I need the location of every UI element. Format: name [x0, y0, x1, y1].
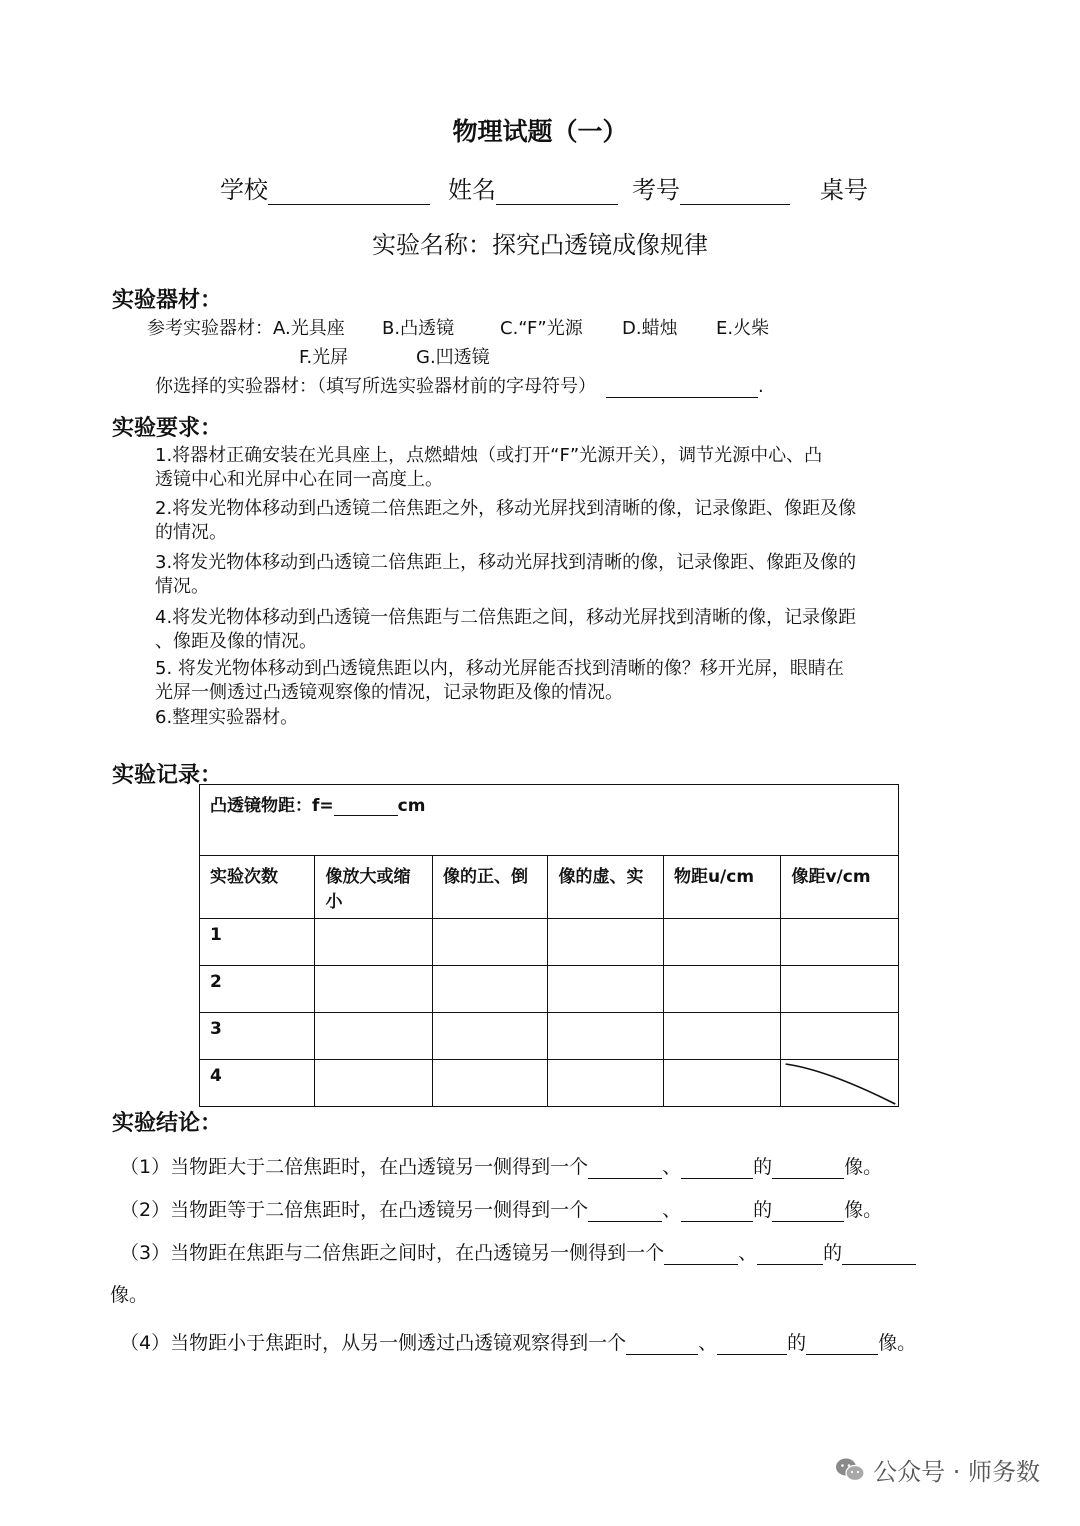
table-cell[interactable]: [548, 966, 663, 1013]
row-number: 2: [200, 966, 315, 1013]
column-header: 像的正、倒: [432, 856, 547, 919]
connector: 的: [823, 1242, 843, 1264]
material-item: F.光屏: [299, 347, 349, 368]
requirement-line: 透镜中心和光屏中心在同一高度上。: [155, 469, 443, 490]
school-label: 学校: [220, 176, 268, 204]
table-cell[interactable]: [315, 1013, 433, 1060]
table-cell[interactable]: [315, 919, 433, 966]
answer-blank[interactable]: [681, 1221, 753, 1222]
table-row: [200, 919, 899, 966]
experiment-name: 实验名称：探究凸透镜成像规律: [372, 231, 708, 259]
school-blank[interactable]: [268, 204, 430, 205]
materials-reference-label: 参考实验器材：: [147, 318, 273, 339]
table-cell[interactable]: [781, 1013, 899, 1060]
conclusion-text: （1）当物距大于二倍焦距时，在凸透镜另一侧得到一个: [120, 1156, 589, 1178]
conclusion-item-1: [120, 1152, 882, 1179]
row-number: 1: [200, 919, 315, 966]
separator: 、: [738, 1242, 758, 1264]
watermark: [835, 1452, 1040, 1487]
requirement-line: 光屏一侧透过凸透镜观察像的情况，记录物距及像的情况。: [155, 682, 623, 703]
table-row: [200, 966, 899, 1013]
page-title: 物理试题（一）: [452, 117, 628, 146]
focal-length-cell: [200, 785, 899, 856]
column-header: 像距v/cm: [781, 856, 899, 919]
connector: 的: [753, 1156, 773, 1178]
conclusion-text: （4）当物距小于焦距时，从另一侧透过凸透镜观察得到一个: [120, 1332, 627, 1354]
exam-no-label: 考号: [632, 176, 680, 204]
materials-choice-blank[interactable]: [606, 397, 758, 398]
requirement-line: 5. 将发光物体移动到凸透镜焦距以内，移动光屏能否找到清晰的像？移开光屏，眼睛在: [155, 658, 844, 679]
column-header: 物距u/cm: [663, 856, 781, 919]
row-number: 3: [200, 1013, 315, 1060]
conclusion-item-3: [120, 1238, 916, 1265]
answer-blank[interactable]: [717, 1354, 787, 1355]
school-field: [220, 170, 430, 205]
requirement-line: 情况。: [155, 576, 209, 597]
materials-heading: 实验器材：: [112, 288, 223, 313]
watermark-text: 公众号 · 师务数: [873, 1458, 1040, 1486]
table-cell[interactable]: [432, 919, 547, 966]
conclusion-end: 像。: [844, 1156, 883, 1178]
crossed-cell: [781, 1060, 899, 1107]
table-cell[interactable]: [548, 1013, 663, 1060]
focal-length-prefix: 凸透镜物距：f=: [210, 796, 334, 816]
conclusion-text: （3）当物距在焦距与二倍焦距之间时，在凸透镜另一侧得到一个: [120, 1242, 665, 1264]
material-item: B.凸透镜: [382, 318, 455, 339]
answer-blank[interactable]: [664, 1264, 738, 1265]
table-cell[interactable]: [663, 919, 781, 966]
answer-blank[interactable]: [588, 1178, 662, 1179]
conclusion-end: 像。: [844, 1199, 883, 1221]
table-row: [200, 1060, 899, 1107]
answer-blank[interactable]: [772, 1221, 844, 1222]
record-table: [199, 784, 899, 1107]
table-cell[interactable]: [548, 919, 663, 966]
table-cell[interactable]: [663, 966, 781, 1013]
table-cell[interactable]: [432, 1013, 547, 1060]
column-header: 实验次数: [200, 856, 315, 919]
answer-blank[interactable]: [806, 1354, 878, 1355]
record-heading: 实验记录：: [112, 763, 223, 788]
table-cell[interactable]: [663, 1060, 781, 1107]
desk-label: 桌号: [820, 176, 868, 204]
wechat-icon: [835, 1457, 865, 1483]
name-blank[interactable]: [496, 204, 618, 205]
name-label: 姓名: [448, 176, 496, 204]
conclusion-end: 像。: [878, 1332, 917, 1354]
requirement-line: 6.整理实验器材。: [155, 707, 299, 728]
requirement-line: 2.将发光物体移动到凸透镜二倍焦距之外，移动光屏找到清晰的像，记录像距、像距及像: [155, 498, 857, 519]
requirement-line: 、像距及像的情况。: [155, 631, 317, 652]
requirement-line: 1.将器材正确安装在光具座上，点燃蜡烛（或打开“F”光源开关），调节光源中心、凸: [155, 445, 823, 466]
answer-blank[interactable]: [757, 1264, 823, 1265]
conclusion-item-3-end: 像。: [110, 1284, 149, 1306]
separator: 、: [698, 1332, 718, 1354]
table-cell[interactable]: [432, 966, 547, 1013]
answer-blank[interactable]: [842, 1264, 916, 1265]
connector: 的: [787, 1332, 807, 1354]
focal-length-blank[interactable]: [334, 815, 398, 816]
table-cell[interactable]: [432, 1060, 547, 1107]
materials-choice-end: .: [758, 376, 764, 397]
table-cell[interactable]: [781, 919, 899, 966]
table-cell[interactable]: [781, 966, 899, 1013]
exam-no-blank[interactable]: [680, 204, 790, 205]
material-item: G.凹透镜: [416, 347, 490, 368]
table-cell[interactable]: [663, 1013, 781, 1060]
exam-no-field: [632, 170, 790, 205]
conclusion-item-4: [120, 1328, 916, 1355]
requirements-heading: 实验要求：: [112, 416, 223, 441]
conclusion-heading: 实验结论：: [112, 1111, 223, 1136]
table-row: [200, 1013, 899, 1060]
materials-choice-prompt: 你选择的实验器材：（填写所选实验器材前的字母符号）: [155, 376, 596, 397]
connector: 的: [753, 1199, 773, 1221]
material-item: A.光具座: [273, 318, 345, 339]
requirement-line: 3.将发光物体移动到凸透镜二倍焦距上，移动光屏找到清晰的像，记录像距、像距及像的: [155, 552, 857, 573]
table-cell[interactable]: [548, 1060, 663, 1107]
material-item: D.蜡烛: [622, 318, 678, 339]
answer-blank[interactable]: [588, 1221, 662, 1222]
requirement-line: 4.将发光物体移动到凸透镜一倍焦距与二倍焦距之间，移动光屏找到清晰的像，记录像距: [155, 607, 857, 628]
name-field: [448, 170, 618, 205]
answer-blank[interactable]: [681, 1178, 753, 1179]
answer-blank[interactable]: [772, 1178, 844, 1179]
material-item: E.火柴: [716, 318, 770, 339]
row-number: 4: [200, 1060, 315, 1107]
table-cell[interactable]: [315, 1060, 433, 1107]
column-header: 像的虚、实: [548, 856, 663, 919]
materials-choice: [155, 372, 764, 398]
conclusion-item-2: [120, 1195, 882, 1222]
column-header: 像放大或缩小: [315, 856, 433, 919]
cross-out-mark: [781, 1060, 898, 1106]
requirement-line: 的情况。: [155, 522, 227, 543]
table-cell[interactable]: [315, 966, 433, 1013]
material-item: C.“F”光源: [500, 318, 583, 339]
focal-length-unit: cm: [397, 796, 426, 816]
separator: 、: [662, 1156, 682, 1178]
conclusion-text: （2）当物距等于二倍焦距时，在凸透镜另一侧得到一个: [120, 1199, 589, 1221]
separator: 、: [662, 1199, 682, 1221]
answer-blank[interactable]: [626, 1354, 698, 1355]
